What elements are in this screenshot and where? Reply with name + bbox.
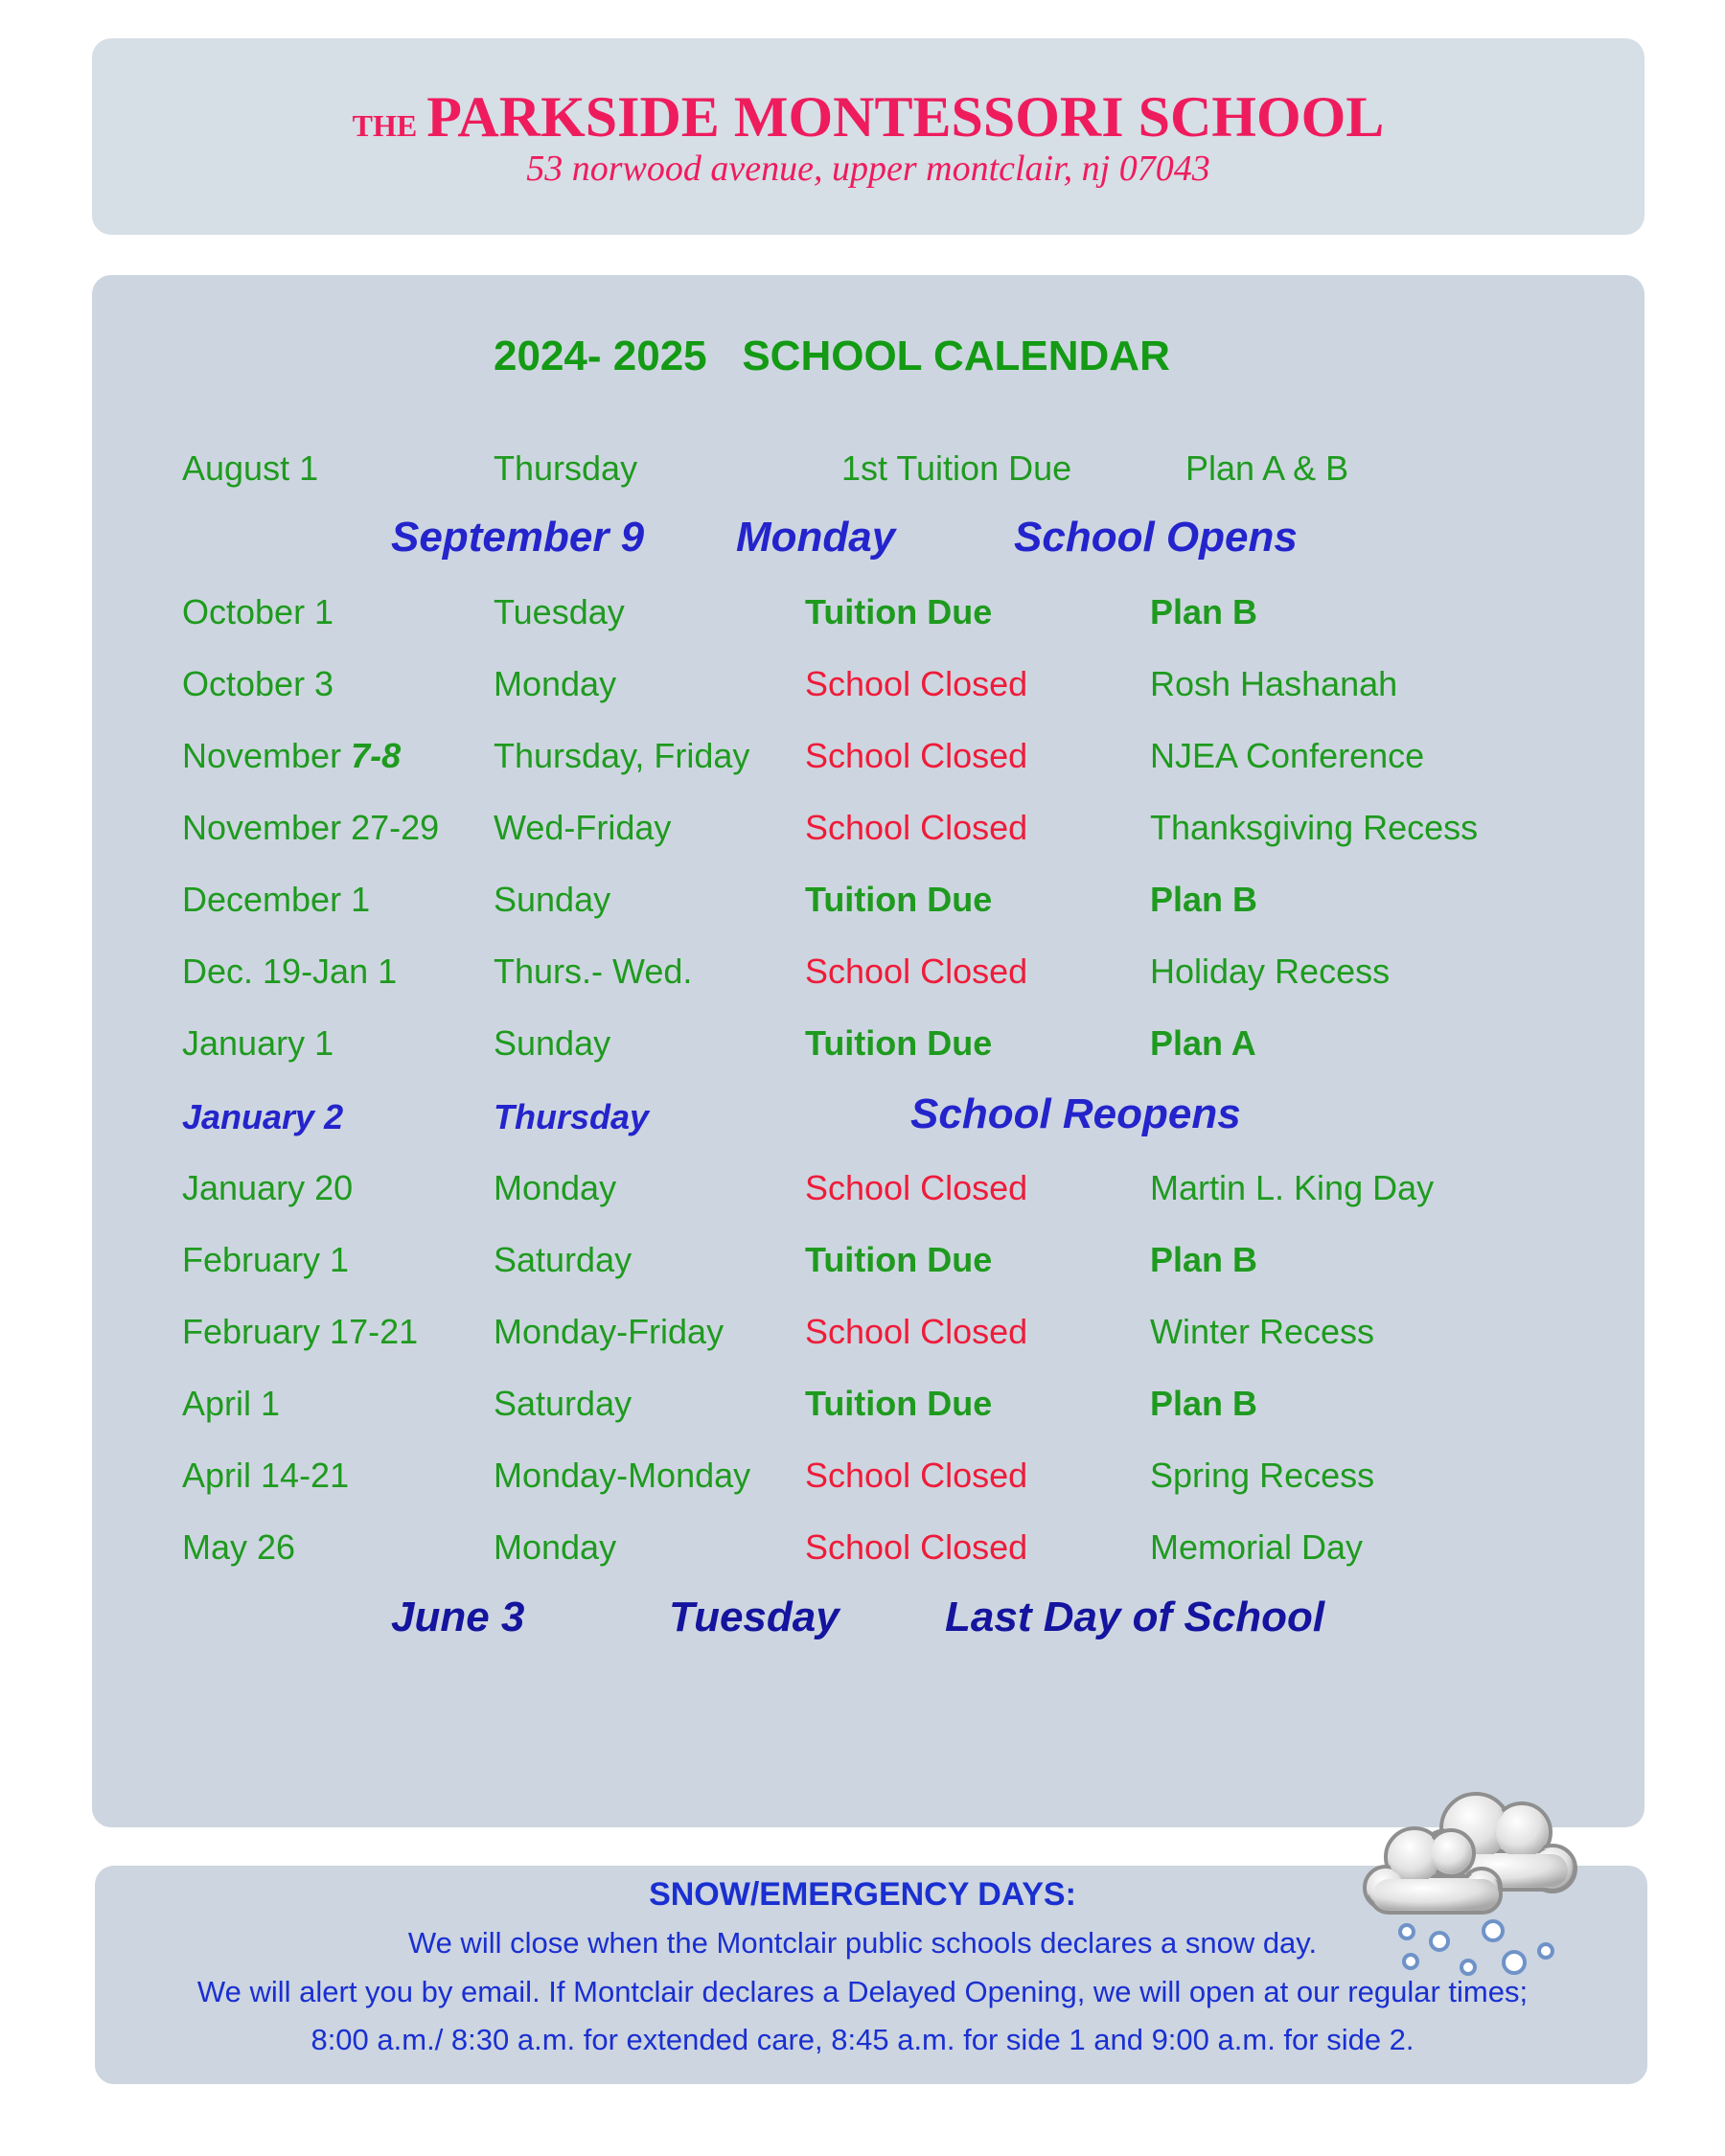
row-note: Spring Recess — [1150, 1456, 1375, 1495]
row-note: Plan B — [1150, 1240, 1258, 1279]
snow-cloud-icon — [1351, 1763, 1600, 1993]
row-note: Thanksgiving Recess — [1150, 808, 1479, 847]
row-event: School Closed — [805, 1168, 1028, 1207]
row-event: School Closed — [805, 952, 1028, 991]
snow-line-2: We will alert you by email. If Montclair declares a Delayed Opening, we will open at our regular times; — [196, 1975, 1529, 2008]
school-address: 53 norwood avenue, upper montclair, nj 07043 — [526, 149, 1210, 189]
row-date: December 1 — [182, 880, 371, 919]
row-date: January 20 — [182, 1168, 354, 1207]
row-date: May 26 — [182, 1527, 296, 1567]
school-name — [92, 85, 1644, 149]
row-event: Tuition Due — [805, 1240, 993, 1279]
row-event: Last Day of School — [945, 1594, 1325, 1640]
snow-title: SNOW/EMERGENCY DAYS: — [649, 1876, 1076, 1913]
row-date: April 1 — [182, 1384, 281, 1423]
row-event: School Closed — [805, 808, 1028, 847]
row-day: Monday — [494, 1168, 617, 1207]
row-day: Tuesday — [494, 592, 625, 631]
row-event: School Reopens — [910, 1090, 1241, 1137]
row-date: April 14-21 — [182, 1456, 350, 1495]
row-date: February 17-21 — [182, 1312, 419, 1351]
row-event: Tuition Due — [805, 1023, 993, 1063]
row-note: Plan A — [1150, 1023, 1256, 1063]
row-day: Thursday — [494, 1097, 650, 1136]
row-date: November 27-29 — [182, 808, 440, 847]
row-note: Winter Recess — [1150, 1312, 1375, 1351]
school-name-prefix: THE — [352, 108, 418, 143]
row-day: Wed-Friday — [494, 808, 672, 847]
row-day: Sunday — [494, 1023, 611, 1063]
school-name-text: PARKSIDE MONTESSORI SCHOOL — [426, 85, 1385, 149]
row-event: School Closed — [805, 1527, 1028, 1567]
row-date-suffix: 7-8 — [351, 736, 402, 775]
calendar-title: 2024- 2025 SCHOOL CALENDAR — [494, 333, 1170, 379]
row-date: Dec. 19-Jan 1 — [182, 952, 398, 991]
row-note: NJEA Conference — [1150, 736, 1425, 775]
row-day: Saturday — [494, 1240, 632, 1279]
row-day: Monday-Monday — [494, 1456, 751, 1495]
row-note: Plan B — [1150, 592, 1258, 631]
row-event: Tuition Due — [805, 592, 993, 631]
row-note: Plan A & B — [1185, 448, 1349, 488]
row-date: February 1 — [182, 1240, 350, 1279]
row-day: Tuesday — [669, 1594, 840, 1640]
row-event: Tuition Due — [805, 1384, 993, 1423]
row-event: School Closed — [805, 664, 1028, 703]
row-date: October 3 — [182, 664, 334, 703]
row-date — [182, 736, 402, 775]
row-day: Saturday — [494, 1384, 632, 1423]
row-day: Monday — [736, 514, 896, 561]
row-date: June 3 — [391, 1594, 525, 1640]
row-event: School Closed — [805, 1456, 1028, 1495]
row-day: Monday — [494, 1527, 617, 1567]
row-event: 1st Tuition Due — [841, 448, 1072, 488]
header-panel — [92, 38, 1644, 235]
row-event: School Closed — [805, 1312, 1028, 1351]
row-date: January 2 — [182, 1097, 344, 1136]
row-note: Rosh Hashanah — [1150, 664, 1398, 703]
snow-line-1: We will close when the Montclair public schools declares a snow day. — [407, 1926, 1318, 1960]
row-date: September 9 — [391, 514, 645, 561]
row-date: January 1 — [182, 1023, 334, 1063]
row-date: August 1 — [182, 448, 319, 488]
row-date: October 1 — [182, 592, 334, 631]
row-day: Thursday — [494, 448, 638, 488]
row-day: Thursday, Friday — [494, 736, 750, 775]
row-event: Tuition Due — [805, 880, 993, 919]
row-day: Monday-Friday — [494, 1312, 724, 1351]
snow-line-3: 8:00 a.m./ 8:30 a.m. for extended care, 8:45 a.m. for side 1 and 9:00 a.m. for side 2. — [310, 2023, 1414, 2056]
row-day: Sunday — [494, 880, 611, 919]
row-note: Holiday Recess — [1150, 952, 1391, 991]
row-note: Martin L. King Day — [1150, 1168, 1435, 1207]
row-date-prefix: November — [182, 736, 352, 775]
row-note: Memorial Day — [1150, 1527, 1364, 1567]
row-event: School Opens — [1014, 514, 1298, 561]
row-day: Thurs.- Wed. — [494, 952, 693, 991]
row-note: Plan B — [1150, 880, 1258, 919]
row-day: Monday — [494, 664, 617, 703]
row-note: Plan B — [1150, 1384, 1258, 1423]
row-event: School Closed — [805, 736, 1028, 775]
